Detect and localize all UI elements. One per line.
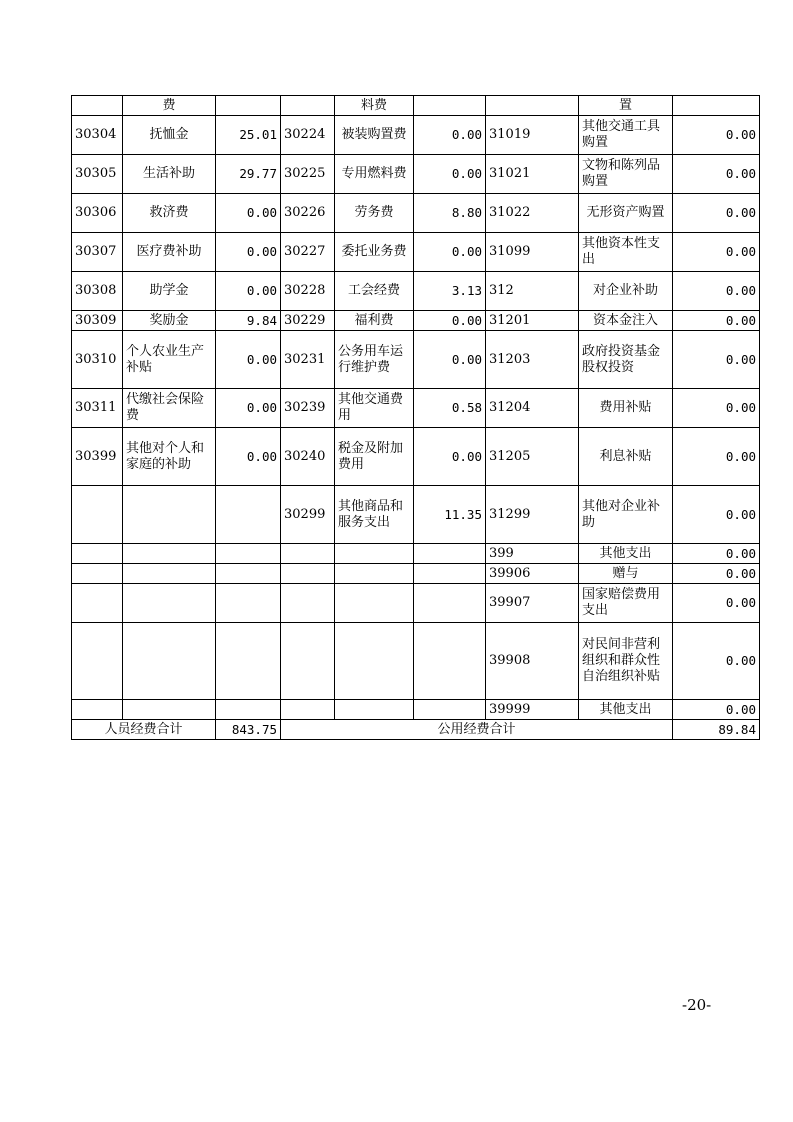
code-1: 30308 xyxy=(72,272,123,311)
table-row xyxy=(72,700,760,720)
amount-2: 11.35 xyxy=(414,486,486,544)
amount-3: 0.00 xyxy=(673,116,760,155)
amount-3: 0.00 xyxy=(673,623,760,700)
code-2: 30299 xyxy=(281,486,335,544)
amount-3: 0.00 xyxy=(673,700,760,720)
amount-2 xyxy=(414,584,486,623)
name-1 xyxy=(123,564,216,584)
table-row xyxy=(72,96,760,116)
table-row xyxy=(72,428,760,486)
code-3: 31019 xyxy=(486,116,579,155)
name-2 xyxy=(335,700,414,720)
amount-3: 0.00 xyxy=(673,389,760,428)
amount-3: 0.00 xyxy=(673,544,760,564)
code-2 xyxy=(281,623,335,700)
code-1 xyxy=(72,700,123,720)
name-3: 文物和陈列品购置 xyxy=(579,155,673,194)
code-3: 39907 xyxy=(486,584,579,623)
code-1 xyxy=(72,584,123,623)
name-2: 委托业务费 xyxy=(335,233,414,272)
code-2 xyxy=(281,564,335,584)
amount-2 xyxy=(414,623,486,700)
amount-2: 3.13 xyxy=(414,272,486,311)
amount-3: 0.00 xyxy=(673,564,760,584)
code-2: 30231 xyxy=(281,331,335,389)
code-3: 39908 xyxy=(486,623,579,700)
page-number: -20- xyxy=(682,996,712,1014)
code-2 xyxy=(281,544,335,564)
name-1 xyxy=(123,623,216,700)
table-row xyxy=(72,564,760,584)
code-3: 399 xyxy=(486,544,579,564)
amount-2 xyxy=(414,544,486,564)
name-1: 生活补助 xyxy=(123,155,216,194)
code-3: 31201 xyxy=(486,311,579,331)
amount-2: 0.00 xyxy=(414,233,486,272)
amount-2: 8.80 xyxy=(414,194,486,233)
code-2: 30239 xyxy=(281,389,335,428)
name-3: 置 xyxy=(579,96,673,116)
code-3: 31203 xyxy=(486,331,579,389)
code-1: 30307 xyxy=(72,233,123,272)
amount-1 xyxy=(216,486,281,544)
name-3: 其他支出 xyxy=(579,544,673,564)
amount-1: 0.00 xyxy=(216,233,281,272)
code-3: 31204 xyxy=(486,389,579,428)
expense-table xyxy=(71,95,760,740)
name-3: 资本金注入 xyxy=(579,311,673,331)
name-2 xyxy=(335,623,414,700)
table-row xyxy=(72,116,760,155)
amount-1: 25.01 xyxy=(216,116,281,155)
amount-1: 0.00 xyxy=(216,331,281,389)
amount-2 xyxy=(414,96,486,116)
code-1: 30311 xyxy=(72,389,123,428)
code-2 xyxy=(281,96,335,116)
code-2: 30229 xyxy=(281,311,335,331)
code-1: 30305 xyxy=(72,155,123,194)
code-1: 30304 xyxy=(72,116,123,155)
name-2: 料费 xyxy=(335,96,414,116)
code-3: 31099 xyxy=(486,233,579,272)
amount-3: 0.00 xyxy=(673,584,760,623)
name-1: 奖励金 xyxy=(123,311,216,331)
amount-1 xyxy=(216,564,281,584)
table-row xyxy=(72,155,760,194)
amount-3: 0.00 xyxy=(673,194,760,233)
code-2: 30227 xyxy=(281,233,335,272)
name-3: 无形资产购置 xyxy=(579,194,673,233)
code-1: 30310 xyxy=(72,331,123,389)
name-1: 抚恤金 xyxy=(123,116,216,155)
name-2: 公务用车运行维护费 xyxy=(335,331,414,389)
name-1: 代缴社会保险费 xyxy=(123,389,216,428)
code-2: 30226 xyxy=(281,194,335,233)
amount-3: 0.00 xyxy=(673,486,760,544)
name-1: 个人农业生产补贴 xyxy=(123,331,216,389)
amount-3 xyxy=(673,96,760,116)
name-3: 政府投资基金股权投资 xyxy=(579,331,673,389)
code-2: 30228 xyxy=(281,272,335,311)
name-1 xyxy=(123,584,216,623)
name-2 xyxy=(335,584,414,623)
amount-1: 0.00 xyxy=(216,428,281,486)
name-2 xyxy=(335,544,414,564)
code-2: 30240 xyxy=(281,428,335,486)
code-2: 30225 xyxy=(281,155,335,194)
code-3: 31021 xyxy=(486,155,579,194)
table-row xyxy=(72,486,760,544)
amount-2: 0.00 xyxy=(414,331,486,389)
name-3: 其他对企业补助 xyxy=(579,486,673,544)
name-2: 其他交通费用 xyxy=(335,389,414,428)
code-3: 312 xyxy=(486,272,579,311)
table-row xyxy=(72,272,760,311)
amount-1 xyxy=(216,96,281,116)
name-1: 医疗费补助 xyxy=(123,233,216,272)
amount-3: 0.00 xyxy=(673,233,760,272)
code-2: 30224 xyxy=(281,116,335,155)
name-1: 其他对个人和家庭的补助 xyxy=(123,428,216,486)
code-1 xyxy=(72,486,123,544)
name-2: 税金及附加费用 xyxy=(335,428,414,486)
personnel-total-label: 人员经费合计 xyxy=(72,720,216,740)
amount-2: 0.00 xyxy=(414,311,486,331)
name-1: 助学金 xyxy=(123,272,216,311)
personnel-total-value: 843.75 xyxy=(216,720,281,740)
amount-1 xyxy=(216,544,281,564)
code-3: 31205 xyxy=(486,428,579,486)
name-2: 工会经费 xyxy=(335,272,414,311)
amount-3: 0.00 xyxy=(673,155,760,194)
amount-3: 0.00 xyxy=(673,311,760,331)
name-2: 专用燃料费 xyxy=(335,155,414,194)
name-1 xyxy=(123,700,216,720)
code-1 xyxy=(72,544,123,564)
amount-1: 29.77 xyxy=(216,155,281,194)
amount-1 xyxy=(216,623,281,700)
public-total-label: 公用经费合计 xyxy=(281,720,673,740)
table-row xyxy=(72,389,760,428)
table-row xyxy=(72,623,760,700)
code-1: 30306 xyxy=(72,194,123,233)
name-2 xyxy=(335,564,414,584)
table-row xyxy=(72,311,760,331)
code-1: 30309 xyxy=(72,311,123,331)
amount-1: 0.00 xyxy=(216,272,281,311)
code-2 xyxy=(281,584,335,623)
code-3: 39906 xyxy=(486,564,579,584)
code-3: 39999 xyxy=(486,700,579,720)
totals-row xyxy=(72,720,760,740)
amount-1 xyxy=(216,584,281,623)
amount-2 xyxy=(414,700,486,720)
name-3: 其他交通工具购置 xyxy=(579,116,673,155)
code-3: 31022 xyxy=(486,194,579,233)
name-2: 其他商品和服务支出 xyxy=(335,486,414,544)
code-1 xyxy=(72,564,123,584)
amount-1 xyxy=(216,700,281,720)
name-1: 费 xyxy=(123,96,216,116)
name-1: 救济费 xyxy=(123,194,216,233)
public-total-value: 89.84 xyxy=(673,720,760,740)
name-3: 对民间非营利组织和群众性自治组织补贴 xyxy=(579,623,673,700)
name-3: 费用补贴 xyxy=(579,389,673,428)
code-1 xyxy=(72,623,123,700)
amount-1: 0.00 xyxy=(216,389,281,428)
table-row xyxy=(72,544,760,564)
amount-1: 0.00 xyxy=(216,194,281,233)
table-row xyxy=(72,233,760,272)
name-1 xyxy=(123,486,216,544)
amount-2: 0.00 xyxy=(414,155,486,194)
amount-1: 9.84 xyxy=(216,311,281,331)
table-row xyxy=(72,331,760,389)
name-3: 国家赔偿费用支出 xyxy=(579,584,673,623)
amount-3: 0.00 xyxy=(673,272,760,311)
code-1: 30399 xyxy=(72,428,123,486)
amount-3: 0.00 xyxy=(673,428,760,486)
name-3: 对企业补助 xyxy=(579,272,673,311)
amount-2: 0.58 xyxy=(414,389,486,428)
name-2: 被装购置费 xyxy=(335,116,414,155)
code-3 xyxy=(486,96,579,116)
name-3: 赠与 xyxy=(579,564,673,584)
amount-3: 0.00 xyxy=(673,331,760,389)
amount-2 xyxy=(414,564,486,584)
name-2: 福利费 xyxy=(335,311,414,331)
code-1 xyxy=(72,96,123,116)
table-row xyxy=(72,194,760,233)
code-2 xyxy=(281,700,335,720)
table-row xyxy=(72,584,760,623)
name-2: 劳务费 xyxy=(335,194,414,233)
amount-2: 0.00 xyxy=(414,428,486,486)
name-3: 其他资本性支出 xyxy=(579,233,673,272)
code-3: 31299 xyxy=(486,486,579,544)
amount-2: 0.00 xyxy=(414,116,486,155)
name-3: 利息补贴 xyxy=(579,428,673,486)
name-1 xyxy=(123,544,216,564)
name-3: 其他支出 xyxy=(579,700,673,720)
